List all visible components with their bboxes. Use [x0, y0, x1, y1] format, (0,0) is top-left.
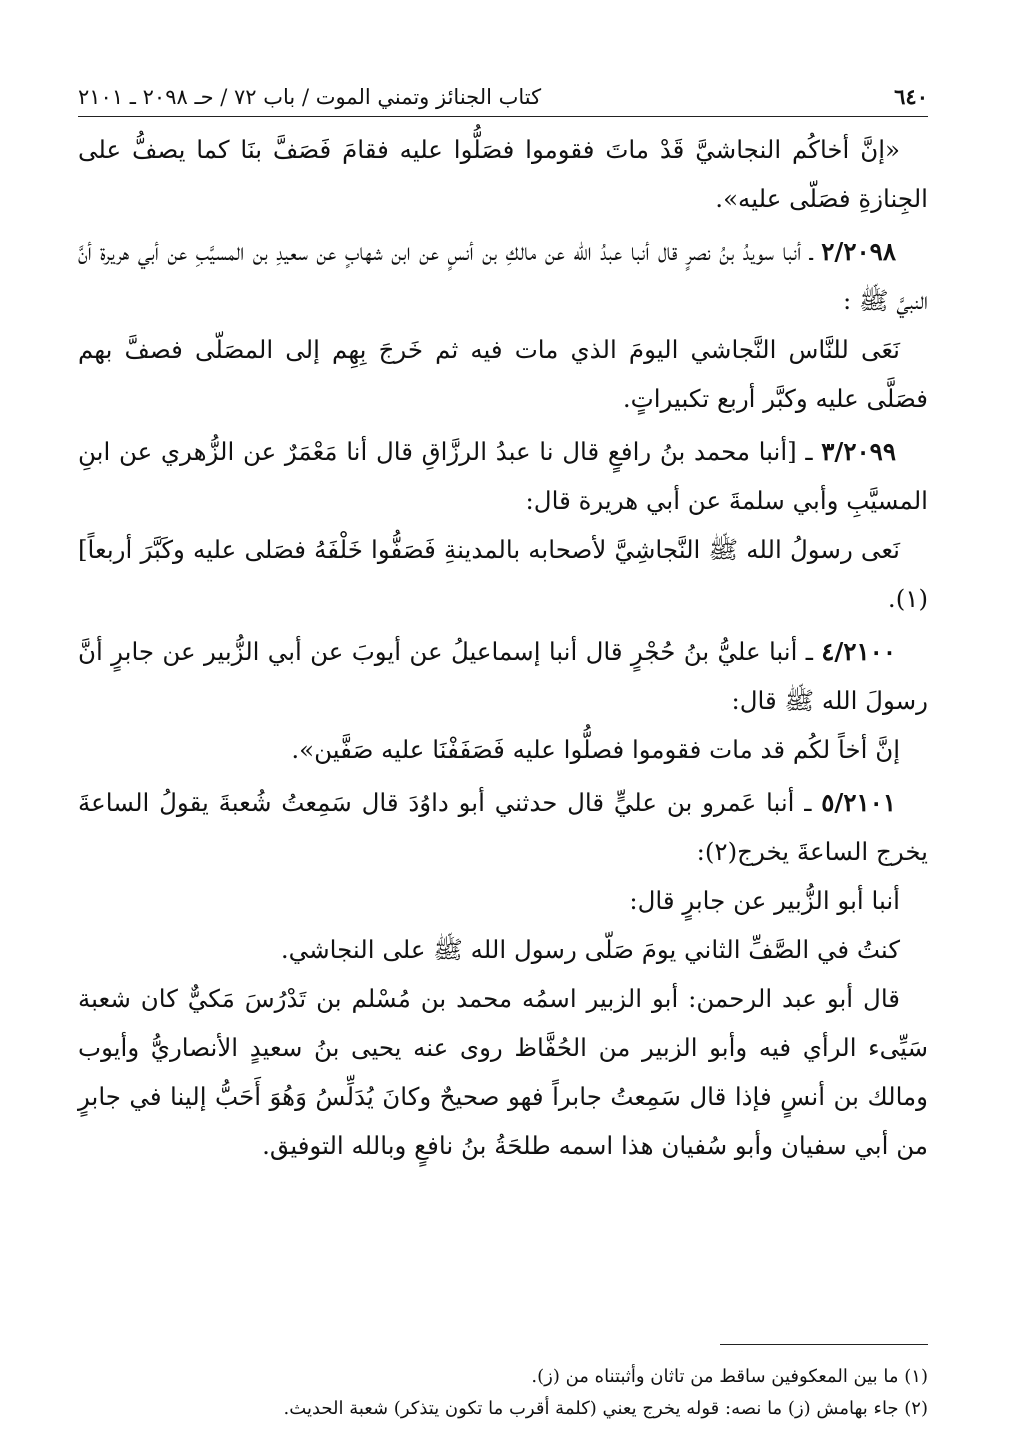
hadith-entry — [78, 227, 928, 325]
hadith-entry — [78, 427, 928, 525]
hadith-entry — [78, 778, 928, 876]
main-text — [78, 125, 928, 1170]
text-paragraph: كنتُ في الصَّفِّ الثاني يومَ صَلّى رسول الله ﷺ على النجاشي. — [280, 935, 900, 964]
text-paragraph: نَعى رسولُ الله ﷺ النَّجاشِيَّ لأصحابه بالمدينةِ فَصَفُّوا خَلْفَهُ فصَلى عليه وكَبَّرَ أربعاً](١). — [78, 535, 928, 613]
hadith-number: ٢/٢٠٩٨ — [821, 237, 896, 266]
hadith-number: ٤/٢١٠٠ — [821, 637, 896, 666]
commentary-paragraph: قال أبو عبد الرحمن: أبو الزبير اسمُه محمد بن مُسْلم بن تَدْرُسَ مَكيٌّ كان شعبة سَيِّىء الرأي فيه وأبو الزبير من الحُفَّاظ روى عنه يحيى بنُ سعيدٍ الأنصاريُّ وأيوب ومالك بن أنسٍ فإذا قال سَمِعتُ جابراً فهو صحيحٌ وكانَ يُدَلِّسُ وَهُوَ أَحَبُّ إلينا في جابرٍ من أبي سفيان وأبو سُفيان هذا اسمه طلحَةُ بنُ نافعٍ وبالله التوفيق. — [78, 984, 928, 1160]
text-paragraph: «إنَّ أخاكُم النجاشيَّ قَدْ ماتَ فقوموا فصَلُّوا عليه فقامَ فَصَفَّ بنَا كما يصفُّ على الجِنازةِ فصَلّى عليه». — [78, 135, 928, 213]
page-number: ٦٤٠ — [894, 84, 928, 109]
book-page — [78, 82, 928, 1419]
footnote-divider — [720, 1344, 928, 1345]
hadith-isnad: ـ أنبا عَمرو بن عليٍّ قال حدثني أبو داوُدَ قال سَمِعتُ شُعبةَ يقولُ الساعةَ يخرج الساعةَ يخرج(٢): — [78, 788, 928, 866]
running-header — [78, 82, 928, 117]
hadith-isnad: ـ [أنبا محمد بنُ رافعٍ قال نا عبدُ الرزَّاقِ قال أنا مَعْمَرٌ عن الزُّهري عن ابنِ المسيَّبِ وأبي سلمةَ عن أبي هريرة قال: — [78, 437, 928, 515]
text-paragraph: نَعَى للنَّاس النَّجاشي اليومَ الذي مات فيه ثم خَرجَ بِهِم إلى المصَلّى فصفَّ بهم فصَلَّى عليه وكبَّر أربع تكبيراتٍ. — [78, 335, 928, 413]
hadith-number: ٥/٢١٠١ — [821, 788, 896, 817]
hadith-isnad: ـ أنبا سويدُ بنُ نصرٍ قال أنبا عبدُ الله عن مالكِ بن أنسٍ عن ابن شهابٍ عن سعيدِ بن المسيَّبِ عن أبي هريرة أنَّ النبيَّ ﷺ : — [78, 237, 928, 315]
hadith-entry — [78, 627, 928, 725]
footnotes — [78, 1344, 928, 1425]
text-paragraph: أنبا أبو الزُّبير عن جابرٍ قال: — [629, 886, 900, 915]
footnote: (٢) جاء بهامش (ز) ما نصه: قوله يخرج يعني (كلمة أقرب ما تكون يتذكر) شعبة الحديث. — [283, 1398, 928, 1419]
running-title: كتاب الجنائز وتمني الموت / باب ٧٢ / حـ ٢٠٩٨ ـ ٢١٠١ — [78, 85, 542, 109]
text-paragraph: إنَّ أخاً لكُم قد مات فقوموا فصلُّوا عليه فَصَفَفْنَا عليه صَفَّين». — [291, 735, 900, 764]
hadith-isnad: ـ أنبا عليُّ بنُ حُجْرٍ قال أنبا إسماعيلُ عن أيوبَ عن أبي الزُّبير عن جابرٍ أنَّ رسولَ الله ﷺ قال: — [78, 637, 928, 715]
hadith-number: ٣/٢٠٩٩ — [821, 437, 896, 466]
footnote: (١) ما بين المعكوفين ساقط من تاثان وأثبتناه من (ز). — [531, 1366, 928, 1387]
